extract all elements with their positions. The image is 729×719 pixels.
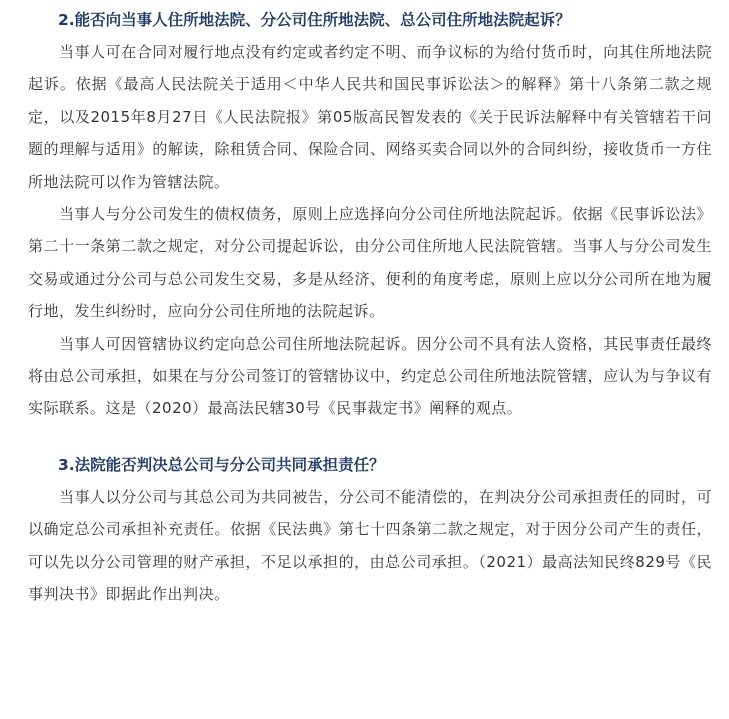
- paragraph: 当事人与分公司发生的债权债务，原则上应选择向分公司住所地法院起诉。依据《民事诉讼法》第二十一条第二款之规定，对分公司提起诉讼，由分公司住所地人民法院管辖。当事人与分公司发生交易或通过分公司与总公司发生交易，多是从经济、便利的角度考虑，原则上应以分公司所在地为履行地，发生纠纷时，应向分公司住所地的法院起诉。: [28, 205, 712, 321]
- paragraph: 当事人以分公司与其总公司为共同被告，分公司不能清偿的，在判决分公司承担责任的同时，可以确定总公司承担补充责任。依据《民法典》第七十四条第二款之规定，对于因分公司产生的责任，可以先以分公司管理的财产承担，不足以承担的，由总公司承担。（2021）最高法知民终829号《民事判决书》即据此作出判决。: [28, 487, 712, 604]
- article-body: [28, 0, 712, 611]
- paragraph: 当事人可因管辖协议约定向总公司住所地法院起诉。因分公司不具有法人资格，其民事责任最终将由总公司承担，如果在与分公司签订的管辖协议中，约定总公司住所地法院管辖，应认为与争议有实际联系。这是（2020）最高法民辖30号《民事裁定书》阐释的观点。: [28, 334, 712, 418]
- section-heading-joint-liability: 3.法院能否判决总公司与分公司共同承担责任？: [58, 455, 385, 474]
- paragraph: 当事人可在合同对履行地点没有约定或者约定不明、而争议标的为给付货币时，向其住所地法院起诉。依据《最高人民法院关于适用＜中华人民共和国民事诉讼法＞的解释》第十八条第二款之规定，以及2015年8月27日《人民法院报》第05版高民智发表的《关于民诉法解释中有关管辖若干问题的理解与适用》的解读，除租赁合同、保险合同、网络买卖合同以外的合同纠纷，接收货币一方住所地法院可以作为管辖法院。: [28, 43, 712, 191]
- section-heading-jurisdiction: 2.能否向当事人住所地法院、分公司住所地法院、总公司住所地法院起诉？: [58, 11, 571, 29]
